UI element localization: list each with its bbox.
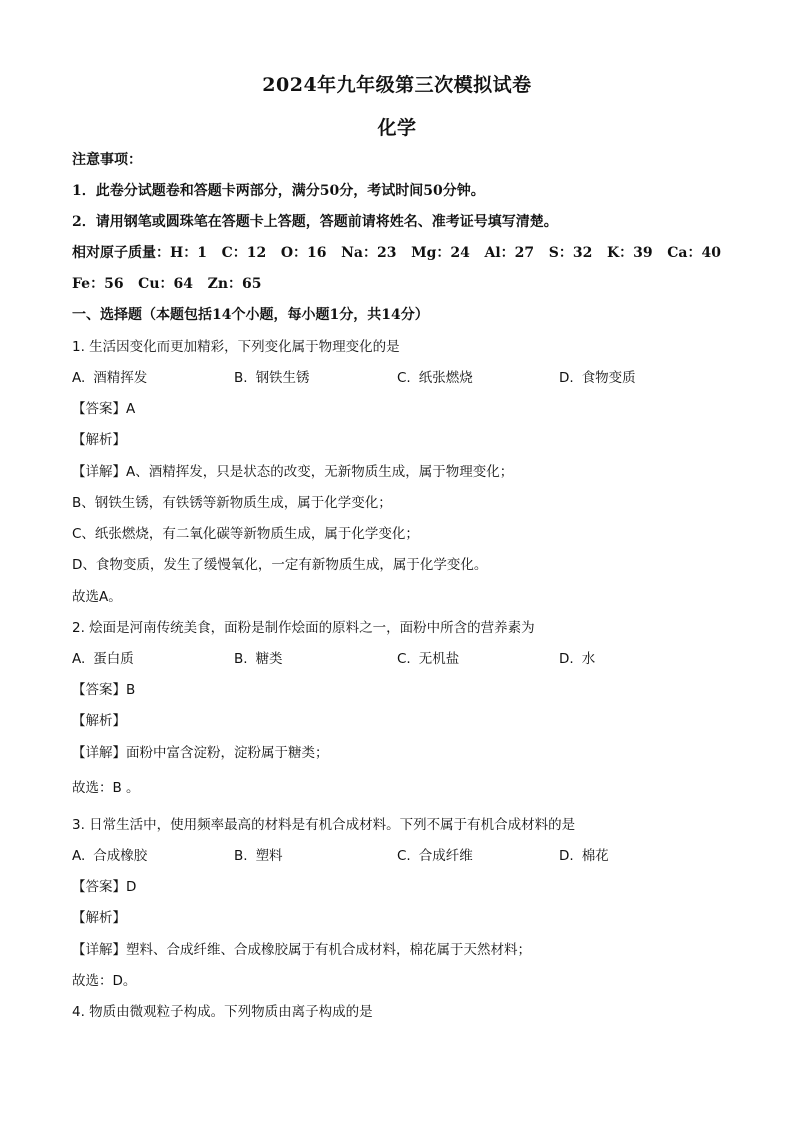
note-item: 2．请用钢笔或圆珠笔在答题卡上答题，答题前请将姓名、准考证号填写清楚。 bbox=[72, 214, 558, 230]
answer-line: 【答案】D bbox=[72, 879, 137, 895]
option-text: 糖类 bbox=[255, 651, 283, 667]
option-text: 蛋白质 bbox=[93, 651, 134, 667]
option-text: 合成纤维 bbox=[418, 848, 473, 864]
detail-line: 故选：B 。 bbox=[72, 780, 140, 796]
option-letter: D. bbox=[559, 651, 574, 667]
option bbox=[559, 847, 609, 865]
option-text: 塑料 bbox=[255, 848, 283, 864]
question-stem: 4. 物质由微观粒子构成。下列物质由离子构成的是 bbox=[72, 1004, 373, 1020]
page-title: 2024年九年级第三次模拟试卷 bbox=[262, 74, 532, 96]
option bbox=[234, 847, 283, 865]
option-letter: B. bbox=[234, 370, 248, 386]
atomic-mass-line: Fe：56 Cu：64 Zn：65 bbox=[72, 276, 262, 292]
detail-line: 【详解】塑料、合成纤维、合成橡胶属于有机合成材料，棉花属于天然材料； bbox=[72, 942, 531, 958]
option bbox=[72, 847, 147, 865]
option bbox=[397, 847, 473, 865]
question-stem: 1. 生活因变化而更加精彩，下列变化属于物理变化的是 bbox=[72, 339, 400, 355]
answer-line: 【答案】A bbox=[72, 401, 136, 417]
option-text: 棉花 bbox=[581, 848, 609, 864]
option bbox=[559, 369, 636, 387]
detail-line: C、纸张燃烧，有二氧化碳等新物质生成，属于化学变化； bbox=[72, 526, 419, 542]
question-stem: 3. 日常生活中，使用频率最高的材料是有机合成材料。下列不属于有机合成材料的是 bbox=[72, 817, 576, 833]
note-item: 1．此卷分试题卷和答题卡两部分，满分50分，考试时间50分钟。 bbox=[72, 183, 485, 199]
option-text: 合成橡胶 bbox=[93, 848, 148, 864]
option bbox=[234, 650, 283, 668]
option bbox=[72, 369, 147, 387]
atomic-mass-line: 相对原子质量：H：1 C：12 O：16 Na：23 Mg：24 Al：27 S：32 K：39 Ca：40 bbox=[72, 245, 721, 261]
question-stem: 2. 烩面是河南传统美食，面粉是制作烩面的原料之一，面粉中所含的营养素为 bbox=[72, 620, 535, 636]
option-letter: A. bbox=[72, 370, 86, 386]
option-letter: B. bbox=[234, 848, 248, 864]
options-row bbox=[72, 847, 732, 865]
detail-line: 故选：D。 bbox=[72, 973, 137, 989]
subject-title: 化学 bbox=[377, 117, 417, 139]
option bbox=[559, 650, 595, 668]
option-text: 水 bbox=[581, 651, 596, 667]
notes-heading: 注意事项： bbox=[72, 152, 142, 168]
option-text: 食物变质 bbox=[581, 370, 636, 386]
option-letter: D. bbox=[559, 848, 574, 864]
detail-line: 故选A。 bbox=[72, 589, 122, 605]
option-letter: A. bbox=[72, 848, 86, 864]
section-heading: 一、选择题（本题包括14个小题，每小题1分，共14分） bbox=[72, 307, 429, 323]
option bbox=[72, 650, 134, 668]
detail-line: B、钢铁生锈，有铁锈等新物质生成，属于化学变化； bbox=[72, 495, 392, 511]
detail-line: 【详解】A、酒精挥发，只是状态的改变，无新物质生成，属于物理变化； bbox=[72, 464, 514, 480]
analysis-label: 【解析】 bbox=[72, 713, 126, 729]
option-letter: C. bbox=[397, 848, 411, 864]
option-text: 酒精挥发 bbox=[93, 370, 148, 386]
option-letter: B. bbox=[234, 651, 248, 667]
detail-line: D、食物变质，发生了缓慢氧化，一定有新物质生成，属于化学变化。 bbox=[72, 557, 488, 573]
option-letter: A. bbox=[72, 651, 86, 667]
option-text: 无机盐 bbox=[418, 651, 460, 667]
answer-line: 【答案】B bbox=[72, 682, 136, 698]
options-row bbox=[72, 650, 732, 668]
option bbox=[234, 369, 310, 387]
analysis-label: 【解析】 bbox=[72, 910, 126, 926]
option-text: 钢铁生锈 bbox=[255, 370, 310, 386]
options-row bbox=[72, 369, 732, 387]
detail-line: 【详解】面粉中富含淀粉，淀粉属于糖类； bbox=[72, 745, 329, 761]
option-letter: C. bbox=[397, 651, 411, 667]
option-text: 纸张燃烧 bbox=[418, 370, 473, 386]
analysis-label: 【解析】 bbox=[72, 432, 126, 448]
option bbox=[397, 369, 473, 387]
option bbox=[397, 650, 459, 668]
option-letter: C. bbox=[397, 370, 411, 386]
option-letter: D. bbox=[559, 370, 574, 386]
